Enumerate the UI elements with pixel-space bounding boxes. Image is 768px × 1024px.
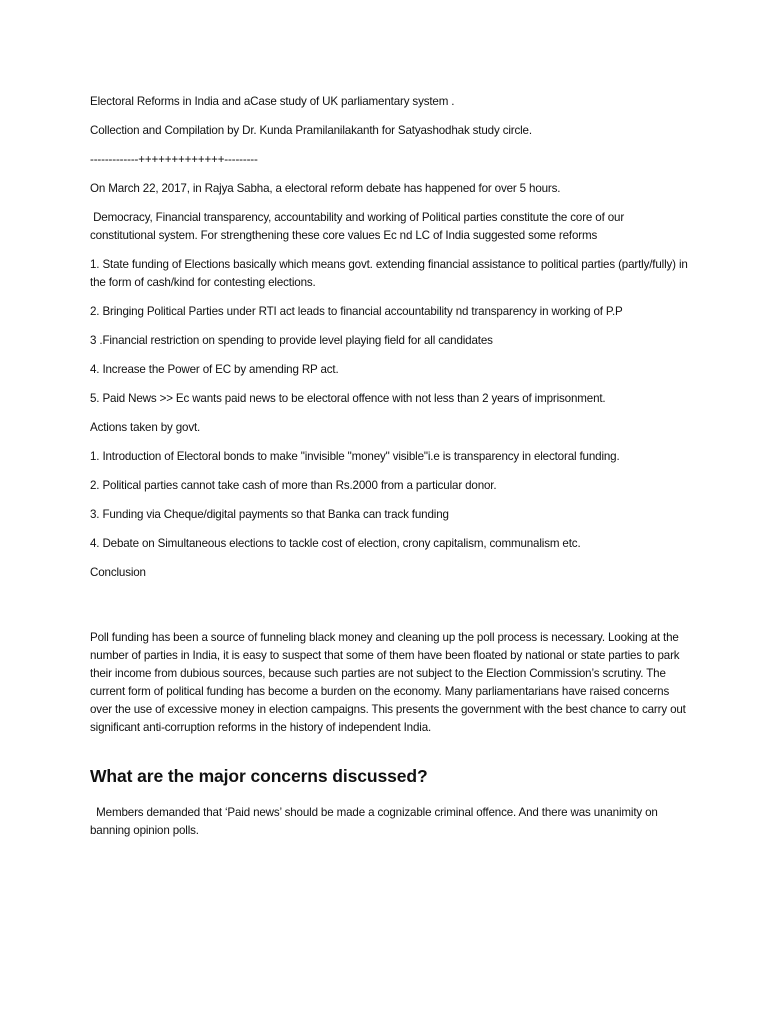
core-values-paragraph: Democracy, Financial transparency, accountability and working of Political parties constitute the core of our constitutional system. For strengthening these core values Ec nd LC of India suggested some reforms bbox=[90, 211, 628, 242]
actions-heading: Actions taken by govt. bbox=[90, 421, 201, 434]
reform-item: 2. Bringing Political Parties under RTI act leads to financial accountability nd transparency in working of P.P bbox=[90, 305, 623, 318]
conclusion-heading: Conclusion bbox=[90, 566, 146, 579]
reform-item: 4. Increase the Power of EC by amending RP act. bbox=[90, 363, 339, 376]
document-title: Electoral Reforms in India and aCase study of UK parliamentary system . bbox=[90, 95, 455, 108]
credit-line: Collection and Compilation by Dr. Kunda Pramilanilakanth for Satyashodhak study circle. bbox=[90, 124, 532, 137]
action-item: 4. Debate on Simultaneous elections to tackle cost of election, crony capitalism, communalism etc. bbox=[90, 537, 581, 550]
action-item: 2. Political parties cannot take cash of more than Rs.2000 from a particular donor. bbox=[90, 479, 497, 492]
intro-paragraph: On March 22, 2017, in Rajya Sabha, a electoral reform debate has happened for over 5 hours. bbox=[90, 182, 561, 195]
reform-item: 5. Paid News >> Ec wants paid news to be electoral offence with not less than 2 years of imprisonment. bbox=[90, 392, 606, 405]
divider-line: -------------+++++++++++++--------- bbox=[90, 153, 258, 166]
action-item: 3. Funding via Cheque/digital payments so that Banka can track funding bbox=[90, 508, 449, 521]
concerns-paragraph: Members demanded that ‘Paid news’ should be made a cognizable criminal offence. And there was unanimity on banning opinion polls. bbox=[90, 806, 661, 837]
reform-item: 3 .Financial restriction on spending to provide level playing field for all candidates bbox=[90, 334, 493, 347]
concerns-heading: What are the major concerns discussed? bbox=[90, 766, 428, 786]
conclusion-paragraph: Poll funding has been a source of funneling black money and cleaning up the poll process is necessary. Looking at the number of parties in India, it is easy to suspect that some of them have been floated by national or state parties to park their income from dubious sources, because such parties are not subject to the Election Commission’s scrutiny. The current form of political funding has become a burden on the economy. Many parliamentarians have raised concerns over the use of excessive money in election campaigns. This presents the government with the best chance to carry out significant anti-corruption reforms in the history of independent India. bbox=[90, 631, 686, 734]
reform-item: 1. State funding of Elections basically which means govt. extending financial assistance to political parties (partly/fully) in the form of cash/kind for contesting elections. bbox=[90, 258, 688, 289]
action-item: 1. Introduction of Electoral bonds to make "invisible "money" visible"i.e is transparency in electoral funding. bbox=[90, 450, 620, 463]
document-page bbox=[90, 93, 690, 851]
